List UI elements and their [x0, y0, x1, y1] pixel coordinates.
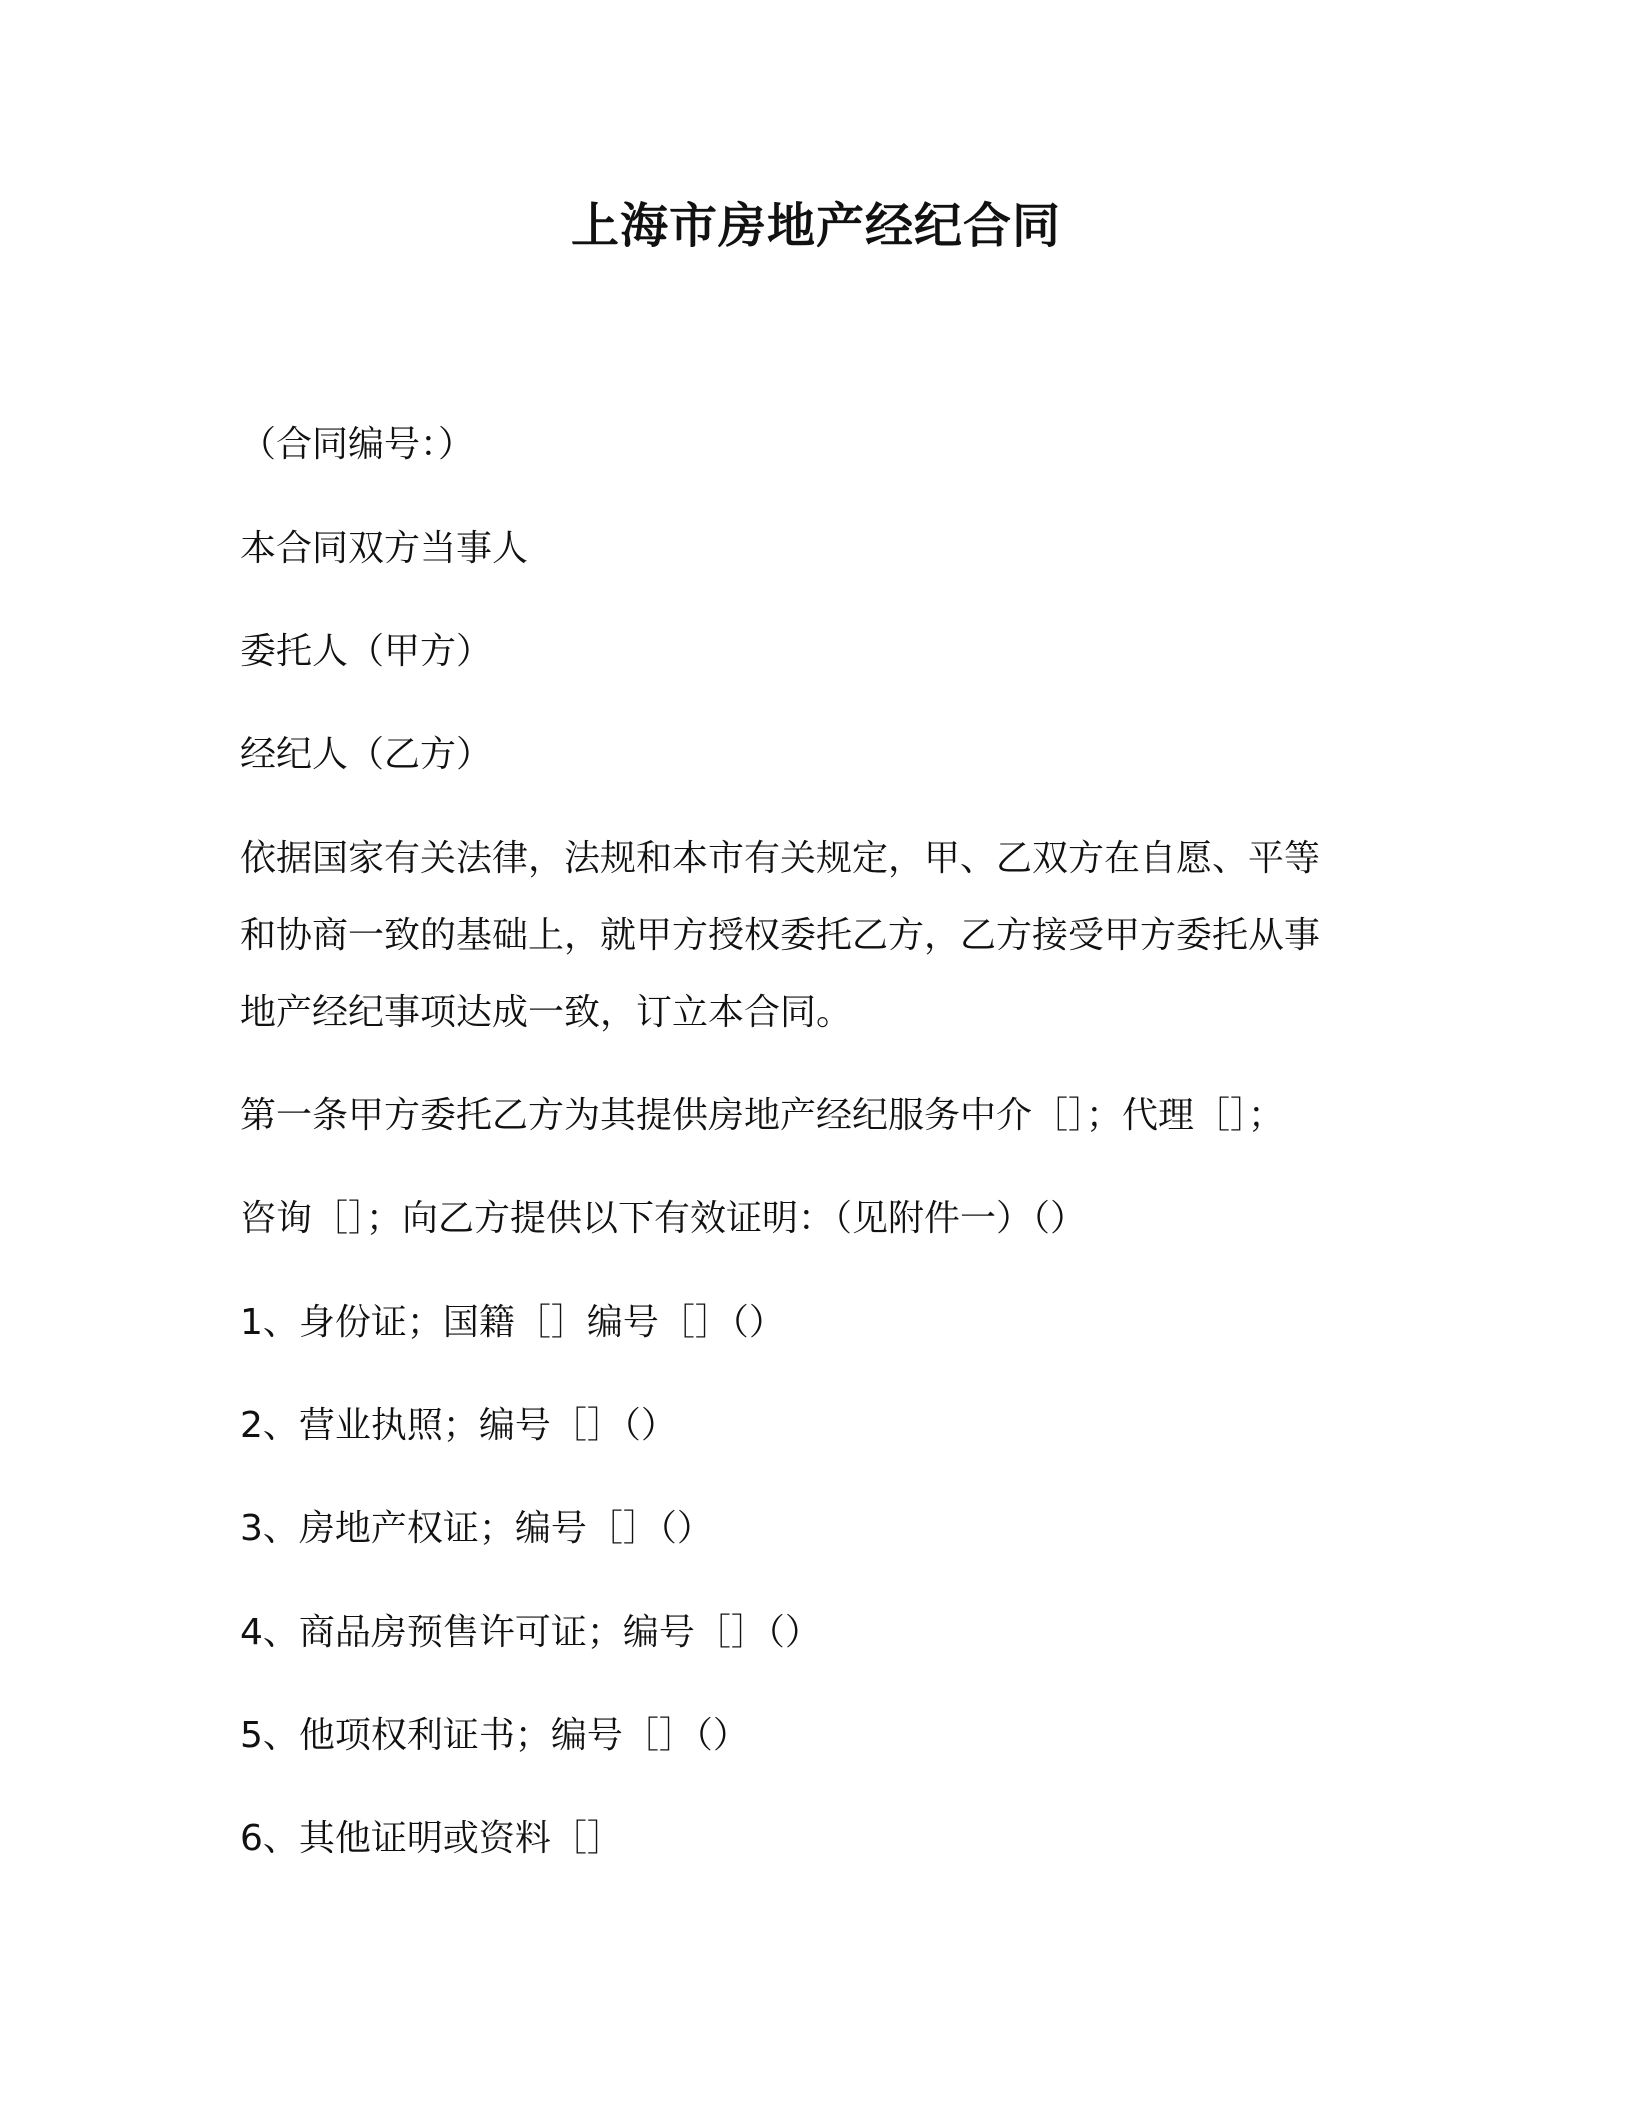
preamble-paragraph — [240, 820, 1390, 1051]
article-1-line-2: 咨询［］；向乙方提供以下有效证明：（见附件一）（） — [240, 1198, 1087, 1239]
preamble-line: 地产经纪事项达成一致，订立本合同。 — [240, 992, 853, 1033]
party-a: 委托人（甲方） — [240, 631, 493, 672]
list-item: 4、商品房预售许可证；编号［］（） — [240, 1612, 821, 1653]
list-item: 2、营业执照；编号［］（） — [240, 1405, 677, 1446]
preamble-line: 和协商一致的基础上，就甲方授权委托乙方，乙方接受甲方委托从事 — [240, 915, 1321, 956]
preamble-line: 依据国家有关法律，法规和本市有关规定，甲、乙双方在自愿、平等 — [240, 838, 1321, 879]
article-1-line-1: 第一条甲方委托乙方为其提供房地产经纪服务中介［］；代理［］； — [240, 1095, 1285, 1136]
party-b: 经纪人（乙方） — [240, 734, 493, 775]
contract-number: （合同编号：） — [240, 424, 475, 465]
document-title: 上海市房地产经纪合同 — [570, 198, 1061, 254]
parties-heading: 本合同双方当事人 — [240, 528, 529, 569]
list-item: 3、房地产权证；编号［］（） — [240, 1508, 713, 1549]
list-item: 1、身份证；国籍［］编号［］（） — [240, 1302, 785, 1343]
list-item: 5、他项权利证书；编号［］（） — [240, 1715, 749, 1756]
list-item: 6、其他证明或资料［］ — [240, 1818, 623, 1859]
